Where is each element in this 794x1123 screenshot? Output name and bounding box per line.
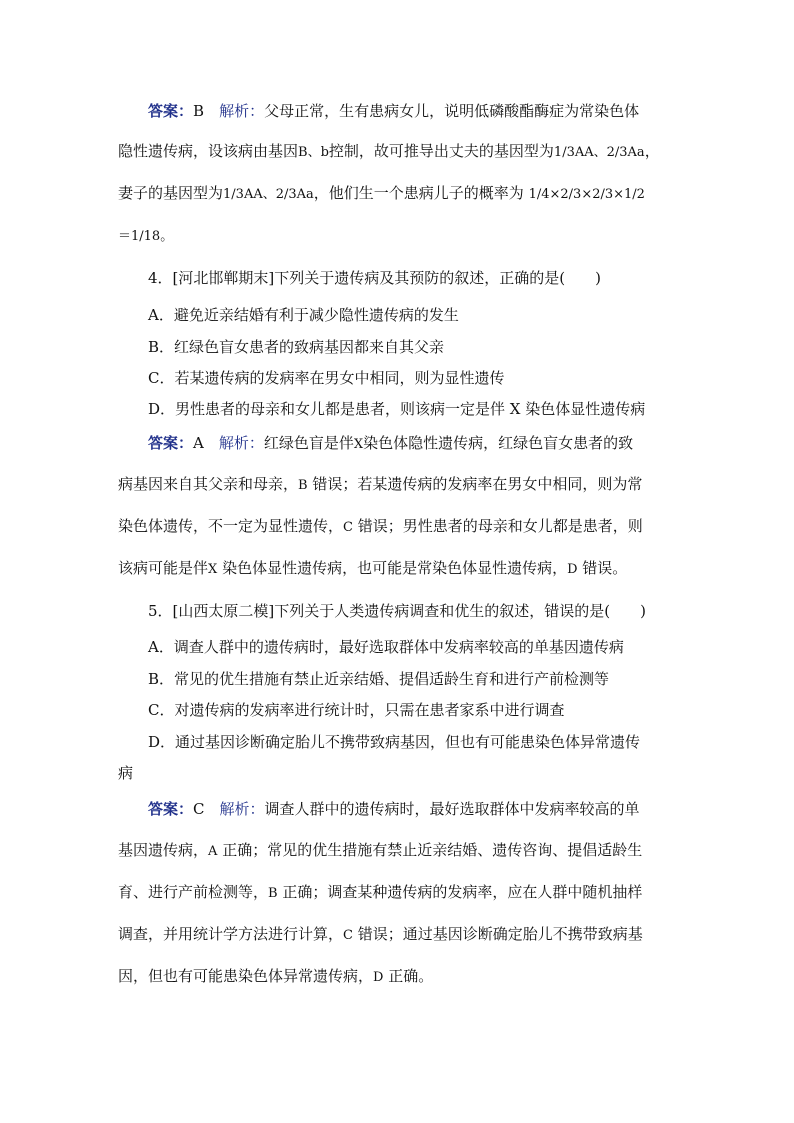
analysis-text: 父母正常，生有患病女儿，说明低磷酸酯酶症为常染色体 (264, 102, 640, 120)
analysis-label: 解析： (219, 800, 265, 818)
answer-letter: C (193, 800, 205, 818)
answer-label: 答案： (148, 434, 194, 452)
text: A (208, 844, 218, 859)
text: 染色体显性遗传病，也可能是常染色体显性遗传病， (222, 559, 568, 577)
q4-option-b: B．红绿色盲女患者的致病基因都来自其父亲 (148, 338, 445, 356)
q3-answer-line-3 (118, 183, 645, 205)
text: B、b (298, 145, 329, 160)
text: 调查人群中的遗传病时，最好选取群体中发病率较高的单 (264, 800, 640, 818)
q3-answer-line-1 (148, 101, 639, 121)
q4-option-c: C．若某遗传病的发病率在男女中相同，则为显性遗传 (148, 369, 505, 387)
text: 1/4×2/3×2/3×1/2 (528, 187, 645, 202)
text: 1/3AA、2/3Aa (223, 187, 314, 202)
text: 错误；男性患者的母亲和女儿都是患者，则 (357, 517, 643, 535)
q5-option-d-line-1: D．通过基因诊断确定胎儿不携带致病基因，但也有可能患染色体异常遗传 (148, 733, 641, 751)
text: 错误；若某遗传病的发病率在男女中相同，则为常 (312, 475, 643, 493)
text: 红绿色盲是伴 (263, 434, 354, 452)
text: 因，但也有可能患染色体异常遗传病， (118, 967, 374, 985)
q5-answer-line-4 (118, 924, 643, 946)
q5-answer-line-2 (118, 840, 642, 862)
text: 基因遗传病， (118, 841, 209, 859)
text: ，他们生一个患病儿子的概率为 (313, 184, 524, 202)
q5-option-d-line-2: 病 (118, 764, 134, 782)
q4-answer-line-2 (118, 474, 642, 496)
q5-option-c: C．对遗传病的发病率进行统计时，只需在患者家系中进行调查 (148, 701, 565, 719)
q4-answer-line-3 (118, 516, 643, 538)
q5-stem: 5．[山西太原二模]下列关于人类遗传病调查和优生的叙述，错误的是( ) (148, 602, 646, 620)
text: 控制，故可推导出丈夫的基因型为 (328, 142, 554, 160)
text: 正确；常见的优生措施有禁止近亲结婚、遗传咨询、提倡适龄生 (222, 841, 643, 859)
answer-label: 答案： (148, 800, 194, 818)
text: 1/3AA、2/3Aa (553, 145, 645, 160)
analysis-label: 解析： (219, 102, 265, 120)
q4-answer-line-1 (148, 433, 633, 455)
q5-answer-line-5 (118, 966, 433, 988)
q5-answer-line-1 (148, 799, 640, 819)
text: 病基因来自其父亲和母亲， (118, 475, 299, 493)
text: D (567, 562, 578, 577)
q4-answer-line-4 (118, 558, 627, 580)
text: 错误。 (582, 559, 628, 577)
text: 正确。 (388, 967, 434, 985)
text: X (208, 562, 218, 577)
text: 正确；调查某种遗传病的发病率，应在人群中随机抽样 (282, 883, 643, 901)
q5-option-a: A．调查人群中的遗传病时，最好选取群体中发病率较高的单基因遗传病 (148, 638, 624, 656)
text: D (373, 970, 384, 985)
answer-letter: A (193, 434, 204, 452)
q4-option-a: A．避免近亲结婚有利于减少隐性遗传病的发生 (148, 306, 459, 324)
analysis-label: 解析： (218, 434, 264, 452)
text: ， (644, 142, 660, 160)
text: 隐性遗传病，设该病由基因 (118, 142, 299, 160)
text: ＝1/18。 (118, 229, 174, 244)
q4-stem: 4．[河北邯郸期末]下列关于遗传病及其预防的叙述，正确的是( ) (148, 269, 601, 287)
answer-letter: B (193, 102, 205, 120)
answer-label: 答案： (148, 102, 194, 120)
text: 妻子的基因型为 (118, 184, 224, 202)
text: C (343, 928, 353, 943)
text: 该病可能是伴 (118, 559, 209, 577)
text: 染色体遗传，不一定为显性遗传， (118, 517, 344, 535)
q3-answer-line-4 (118, 225, 173, 247)
text: B (268, 886, 278, 901)
q5-answer-line-3 (118, 882, 642, 904)
text: B (298, 478, 308, 493)
q5-option-b: B．常见的优生措施有禁止近亲结婚、提倡适龄生育和进行产前检测等 (148, 670, 610, 688)
text: X (353, 437, 364, 452)
text: 染色体隐性遗传病，红绿色盲女患者的致 (363, 434, 634, 452)
text: 错误；通过基因诊断确定胎儿不携带致病基 (357, 925, 643, 943)
text: 育、进行产前检测等， (118, 883, 269, 901)
q3-answer-line-2 (118, 141, 660, 163)
text: 调查，并用统计学方法进行计算， (118, 925, 344, 943)
q4-option-d: D．男性患者的母亲和女儿都是患者，则该病一定是伴 X 染色体显性遗传病 (148, 400, 646, 418)
text: C (343, 520, 353, 535)
